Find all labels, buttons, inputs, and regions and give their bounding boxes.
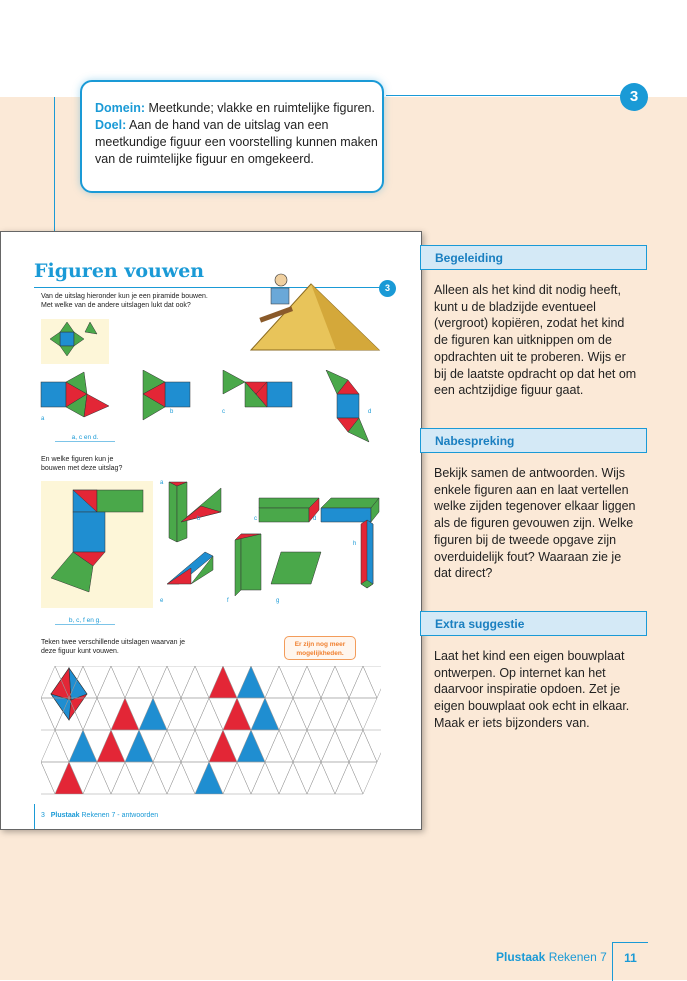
grid-triangle [307,666,335,698]
grid-triangle [139,762,167,794]
grid-triangle [307,762,335,794]
grid-triangle [55,762,83,794]
grid-triangle [55,666,83,698]
grid-triangle [279,730,307,762]
grid-triangle [279,666,307,698]
answer-2: b, c, f en g. [55,617,115,625]
grid-triangle [69,730,97,762]
grid-triangle [349,762,377,794]
grid-triangle [97,666,125,698]
section-body: Alleen als het kind dit nodig heeft, kunt u de bladzijde eventueel (vergroot) kopiëren, zodat het kind de figuren kan uitknippen om de opdrachten uit te proberen. Wijs er bij de laatste opdracht op dat het om een achtzijdige figuur gaat. [434,283,637,398]
worksheet-thumbnail [0,231,422,830]
grid-triangle [111,666,139,698]
domain-label: Domein: [95,101,145,115]
prism-label-a: a [160,480,164,486]
domain-text: Meetkunde; vlakke en ruimtelijke figuren. [148,101,375,115]
prism-label-h: h [353,541,357,547]
footer-rule [34,804,35,829]
grid-triangle [69,666,97,698]
question-2-line-2: bouwen met deze uitslag? [41,465,123,472]
grid-triangle [97,762,125,794]
question-2 [41,455,122,473]
reference-pyramid-net [45,320,105,362]
goal-text: Aan de hand van de uitslag van een meetkundige figuur een voorstelling kunnen maken van de ruimtelijke figuur en omgekeerd. [95,118,378,166]
prism-a [169,482,187,542]
question-3 [41,638,185,656]
grid-triangle [181,666,209,698]
section-extra-suggestie [420,611,647,732]
net-b [143,370,190,420]
grid-triangle [97,730,125,762]
grid-triangle [167,698,195,730]
grid-triangle [335,762,363,794]
worksheet-title: Figuren vouwen [34,260,205,282]
grid-triangle [167,762,195,794]
prism-label-e: e [160,598,164,604]
grid-triangle [139,698,167,730]
grid-triangle [181,730,209,762]
question-2-line-1: En welke figuren kun je [41,456,114,463]
grid-triangle [293,698,321,730]
grid-triangle [237,762,265,794]
prism-label-f: f [227,598,229,604]
page-footer [496,950,607,964]
grid-triangle [181,698,209,730]
prism-d [321,498,379,522]
prism-net [45,484,151,606]
section-begeleiding [420,245,647,399]
net-label-b: b [170,409,174,415]
grid-triangle [293,762,321,794]
prism-label-c: c [254,516,257,522]
prism-e [167,552,213,584]
grid-triangle [69,698,97,730]
grid-triangle [111,762,139,794]
grid-triangle [321,730,349,762]
answer-1: a, c en d. [55,434,115,442]
worksheet-page-number: 3 [41,812,45,819]
prism-g [271,552,321,584]
worksheet-footer [41,812,158,819]
grid-triangle [237,666,265,698]
net-label-d: d [368,409,372,415]
section-title: Begeleiding [420,245,647,270]
question-3-line-1: Teken twee verschillende uitslagen waarvan je [41,639,185,646]
hint-note [284,636,356,660]
footer-brand: Plustaak [496,950,546,964]
worksheet-footer-subject: Rekenen 7 - antwoorden [81,812,159,819]
grid-triangle [265,730,293,762]
grid-triangle [125,762,153,794]
question-1 [41,292,208,310]
grid-triangle [195,762,223,794]
net-d [326,370,372,442]
grid-triangle [139,666,167,698]
grid-triangle [153,666,181,698]
triangle-grid [41,666,381,796]
grid-triangle [195,698,223,730]
grid-triangle [307,730,335,762]
prism-label-b: b [197,516,201,522]
net-a [41,372,109,417]
prism-f [235,534,261,596]
prism-label-g: g [276,598,280,604]
section-title: Nabespreking [420,428,647,453]
grid-triangle [41,666,69,698]
grid-triangle [125,666,153,698]
grid-triangle [335,666,363,698]
grid-triangle [83,698,111,730]
grid-triangle [223,762,251,794]
grid-triangle [279,762,307,794]
grid-triangle [349,730,377,762]
section-body: Laat het kind een eigen bouwplaat ontwerpen. Op internet kan het daarvoor inspiratie opdoen. Zet je eigen bouwplaat ook echt in elkaar. Maak er iets bijzonders van. [434,649,630,730]
grid-triangle [167,666,195,698]
hint-note-line-2: mogelijkheden. [296,650,344,657]
grid-triangle [153,730,181,762]
lesson-number-badge: 3 [620,83,648,111]
pyramid-skater-illustration [241,272,381,354]
grid-triangle [125,730,153,762]
worksheet-footer-brand: Plustaak [50,812,80,819]
connector-line [386,95,626,96]
grid-triangle [111,698,139,730]
net-label-c: c [222,409,225,415]
grid-triangle [349,698,377,730]
footer-subject: Rekenen 7 [548,950,607,964]
section-body: Bekijk samen de antwoorden. Wijs enkele figuren aan en laat vertellen welke zijden tegenover elkaar liggen als de figuren gevouwen zijn. Welke figuren bij de tweede opgave zijn overduidelijk fout? Waaraan zie je dat direct? [434,466,636,581]
grid-triangle [237,730,265,762]
grid-triangle [321,762,349,794]
grid-triangle [167,730,195,762]
grid-triangle [223,698,251,730]
question-3-line-2: deze figuur kunt vouwen. [41,648,119,655]
grid-triangle [209,666,237,698]
grid-triangle [153,762,181,794]
question-1-line-1: Van de uitslag hieronder kun je een piramide bouwen. [41,293,208,300]
grid-triangle [293,666,321,698]
section-nabespreking [420,428,647,582]
prism-label-d: d [313,516,317,522]
section-title: Extra suggestie [420,611,647,636]
goal-label: Doel: [95,118,127,132]
grid-triangle [41,730,69,762]
grid-triangle [265,762,293,794]
grid-triangle [363,666,381,698]
grid-triangle [321,666,349,698]
grid-triangle [307,698,335,730]
grid-triangle [335,730,363,762]
worksheet-badge: 3 [379,280,396,297]
connector-line [54,97,55,232]
grid-triangle [251,762,279,794]
domain-goal-box [80,80,384,193]
grid-triangle [83,666,111,698]
grid-triangle [321,698,349,730]
grid-triangle [363,730,381,762]
prism-c [259,498,319,522]
grid-triangle [41,698,69,730]
grid-triangle [55,698,83,730]
grid-triangle [209,730,237,762]
grid-triangle [83,762,111,794]
grid-triangle [251,698,279,730]
grid-triangle [265,666,293,698]
grid-triangle [349,666,377,698]
page-number: 11 [612,942,648,981]
net-c [223,370,292,407]
question-1-line-2: Met welke van de andere uitslagen lukt dat ook? [41,302,191,309]
net-label-a: a [41,416,45,422]
grid-triangle [279,698,307,730]
hint-note-line-1: Er zijn nog meer [294,641,346,648]
prism-h [361,520,373,588]
grid-triangle [293,730,321,762]
grid-triangle [335,698,363,730]
